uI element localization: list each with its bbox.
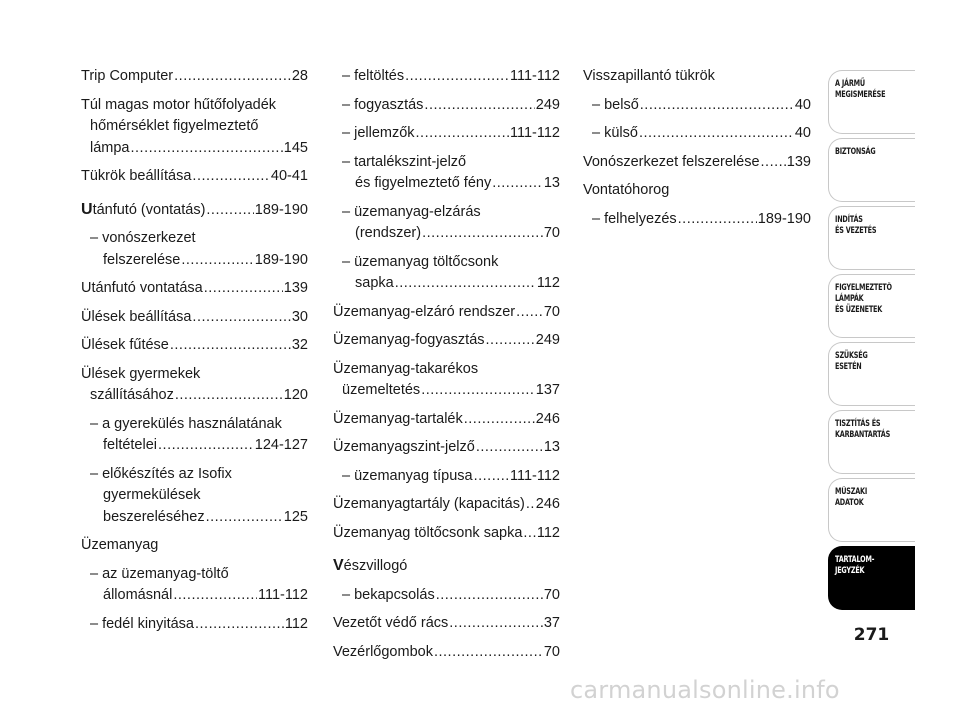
page-reference: 70 xyxy=(543,643,560,660)
index-term: Utánfutó (vontatás) xyxy=(81,200,206,218)
index-line xyxy=(81,485,308,507)
index-entry xyxy=(81,564,308,607)
index-line xyxy=(333,642,560,664)
index-column-1 xyxy=(81,66,308,642)
index-line xyxy=(333,123,560,145)
index-term: Vonószerkezet felszerelése xyxy=(583,153,760,170)
dot-leader xyxy=(416,123,509,145)
dot-leader xyxy=(486,330,535,352)
chapter-tab[interactable] xyxy=(828,274,915,338)
index-term: – fedél kinyitása xyxy=(90,615,194,632)
chapter-tabs xyxy=(828,70,915,614)
page-reference: 249 xyxy=(535,332,560,348)
index-line xyxy=(333,466,560,488)
page-reference: 30 xyxy=(291,308,308,325)
index-line xyxy=(333,555,560,578)
dot-leader xyxy=(639,123,794,145)
dot-leader xyxy=(449,613,543,635)
page-reference: 249 xyxy=(535,96,560,113)
section-initial: V xyxy=(333,557,344,574)
index-term: Vontatóhorog xyxy=(583,182,670,198)
index-line xyxy=(81,199,308,222)
index-term: feltételei xyxy=(103,437,158,453)
page-reference: 139 xyxy=(786,153,811,170)
index-term: felszerelése xyxy=(103,251,181,268)
index-column-2 xyxy=(333,66,560,670)
index-entry xyxy=(583,209,811,231)
index-entry xyxy=(333,523,560,545)
index-line xyxy=(333,302,560,324)
section-initial: U xyxy=(81,200,93,218)
index-term: sapka xyxy=(355,275,394,291)
dot-leader xyxy=(405,66,509,88)
index-entry xyxy=(333,66,560,88)
index-term: Vezetőt védő rács xyxy=(333,615,449,631)
index-entry xyxy=(81,95,308,160)
index-term: Vezérlőgombok xyxy=(333,643,433,660)
page-reference: 40 xyxy=(794,125,811,141)
dot-leader xyxy=(761,152,786,174)
dot-leader xyxy=(175,385,283,407)
index-entry xyxy=(333,585,560,607)
page-reference: 189-190 xyxy=(757,210,811,227)
dot-leader xyxy=(395,273,536,295)
index-line xyxy=(583,209,811,231)
index-term: Ülések gyermekek xyxy=(81,365,201,382)
index-line xyxy=(583,152,811,174)
index-entry xyxy=(81,307,308,329)
index-term: – feltöltés xyxy=(342,68,405,84)
index-term: Utánfutó vontatása xyxy=(81,280,203,296)
index-entry xyxy=(333,359,560,402)
page-reference: 189-190 xyxy=(254,251,308,268)
index-line xyxy=(583,123,811,145)
dot-leader xyxy=(170,335,291,357)
index-term: Üzemanyag-elzáró rendszer xyxy=(333,303,516,320)
index-line xyxy=(333,494,560,516)
index-line xyxy=(81,585,308,607)
chapter-tab[interactable] xyxy=(828,342,915,406)
index-term: Üzemanyag-fogyasztás xyxy=(333,332,485,348)
dot-leader xyxy=(181,250,253,272)
index-line xyxy=(583,180,811,202)
chapter-tab-label: ÉS ÜZENETEK xyxy=(835,305,883,315)
index-line xyxy=(81,250,308,272)
index-entry xyxy=(333,437,560,459)
index-term: – bekapcsolás xyxy=(342,586,435,603)
index-term: – a gyerekülés használatának xyxy=(90,415,282,432)
page-reference: 125 xyxy=(283,508,308,525)
index-entry xyxy=(333,642,560,664)
dot-leader xyxy=(173,585,257,607)
page-number: 271 xyxy=(853,625,890,645)
index-term: – üzemanyag töltőcsonk xyxy=(342,253,499,270)
dot-leader xyxy=(174,66,291,88)
index-line xyxy=(333,202,560,224)
index-line xyxy=(333,152,560,174)
chapter-tab-label: MEGISMERÉSE xyxy=(835,90,886,100)
index-term: (rendszer) xyxy=(355,225,422,241)
index-line xyxy=(81,66,308,88)
index-term: Ülések fűtése xyxy=(81,337,169,353)
index-entry xyxy=(81,614,308,636)
page-reference: 137 xyxy=(535,382,560,398)
index-entry xyxy=(81,414,308,457)
index-entry xyxy=(333,123,560,145)
index-entry xyxy=(333,202,560,245)
page-reference: 111-112 xyxy=(510,125,560,141)
index-term: Trip Computer xyxy=(81,68,174,84)
dot-leader xyxy=(516,302,543,324)
index-entry xyxy=(583,66,811,88)
index-line xyxy=(81,116,308,138)
page-reference: 28 xyxy=(291,68,308,84)
page-reference: 124-127 xyxy=(254,437,308,453)
index-entry xyxy=(81,228,308,271)
chapter-tab-label: INDÍTÁS xyxy=(835,215,863,225)
index-entry xyxy=(333,330,560,352)
index-line xyxy=(81,228,308,250)
index-entry xyxy=(81,364,308,407)
index-entry xyxy=(81,66,308,88)
index-line xyxy=(333,359,560,381)
chapter-tab-label: ÉS VEZETÉS xyxy=(835,226,877,236)
dot-leader xyxy=(192,307,290,329)
page-reference: 111-112 xyxy=(510,68,560,84)
index-term: Túl magas motor hűtőfolyadék xyxy=(81,96,277,113)
chapter-tab[interactable] xyxy=(828,410,915,474)
index-term: Ülések beállítása xyxy=(81,308,192,325)
index-term: gyermekülések xyxy=(103,487,201,503)
index-term: – felhelyezés xyxy=(592,210,677,227)
index-entry xyxy=(81,199,308,222)
index-entry xyxy=(333,409,560,431)
index-line xyxy=(333,252,560,274)
index-line xyxy=(333,173,560,195)
index-entry xyxy=(333,95,560,117)
page-reference: 40-41 xyxy=(270,168,308,184)
index-term: – külső xyxy=(592,125,638,141)
index-line xyxy=(81,138,308,160)
index-term: Üzemanyag töltőcsonk sapka xyxy=(333,524,523,541)
index-line xyxy=(81,95,308,117)
chapter-tab-label: JEGYZÉK xyxy=(835,566,865,576)
dot-leader xyxy=(492,173,543,195)
index-term: üzemeltetés xyxy=(342,382,421,398)
page-reference: 111-112 xyxy=(510,467,560,484)
index-term: Üzemanyagszint-jelző xyxy=(333,439,475,455)
index-term: hőmérséklet figyelmeztető xyxy=(90,118,259,134)
chapter-tab-label: KARBANTARTÁS xyxy=(835,430,891,440)
chapter-tab[interactable] xyxy=(828,70,915,134)
index-line xyxy=(81,166,308,188)
index-line xyxy=(81,414,308,436)
index-entry xyxy=(583,152,811,174)
chapter-tab-label: ADATOK xyxy=(835,498,864,508)
dot-leader xyxy=(192,166,269,188)
index-term: Üzemanyag-takarékos xyxy=(333,360,479,377)
index-entry xyxy=(333,494,560,516)
index-entry xyxy=(81,278,308,300)
dot-leader xyxy=(158,435,254,457)
dot-leader xyxy=(422,223,543,245)
index-line xyxy=(81,614,308,636)
index-line xyxy=(81,335,308,357)
chapter-tab[interactable] xyxy=(828,138,915,202)
page-reference: 246 xyxy=(535,496,560,512)
index-line xyxy=(333,223,560,245)
index-term: – jellemzők xyxy=(342,125,415,141)
page-reference: 13 xyxy=(543,439,560,455)
index-term: – fogyasztás xyxy=(342,96,424,113)
index-entry xyxy=(81,464,308,529)
index-line xyxy=(81,535,308,557)
dot-leader xyxy=(421,380,535,402)
index-term: Visszapillantó tükrök xyxy=(583,68,715,84)
index-line xyxy=(81,507,308,529)
dot-leader xyxy=(640,95,794,117)
page-reference: 120 xyxy=(283,387,308,403)
dot-leader xyxy=(206,507,283,529)
index-term: – az üzemanyag-töltő xyxy=(90,565,229,582)
index-line xyxy=(81,385,308,407)
index-term: – vonószerkezet xyxy=(90,230,196,246)
dot-leader xyxy=(206,200,253,222)
index-line xyxy=(333,380,560,402)
dot-leader xyxy=(523,523,535,545)
index-line xyxy=(81,564,308,586)
index-line xyxy=(333,330,560,352)
chapter-tab[interactable] xyxy=(828,478,915,542)
index-line xyxy=(333,613,560,635)
page-reference: 139 xyxy=(283,280,308,296)
index-entry xyxy=(333,466,560,488)
chapter-tab-label: FIGYELMEZTETŐ xyxy=(835,283,892,293)
index-term: szállításához xyxy=(90,387,174,403)
page-reference: 145 xyxy=(283,139,308,156)
page-reference: 112 xyxy=(536,275,560,291)
index-line xyxy=(333,437,560,459)
chapter-tab-label: LÁMPÁK xyxy=(835,294,864,304)
page-reference: 112 xyxy=(284,615,308,632)
dot-leader xyxy=(195,614,284,636)
dot-leader xyxy=(678,209,757,231)
dot-leader xyxy=(424,95,534,117)
chapter-tab-label: TISZTÍTÁS ÉS xyxy=(835,419,881,429)
index-term: Tükrök beállítása xyxy=(81,168,192,184)
dot-leader xyxy=(474,466,509,488)
dot-leader xyxy=(464,409,535,431)
page-reference: 189-190 xyxy=(254,201,308,218)
index-term: Üzemanyag-tartalék xyxy=(333,410,463,427)
index-term: Üzemanyagtartály (kapacitás) xyxy=(333,496,525,512)
page-reference: 70 xyxy=(543,225,560,241)
index-entry xyxy=(81,166,308,188)
index-line xyxy=(333,95,560,117)
chapter-tab[interactable] xyxy=(828,546,915,610)
index-term: és figyelmeztető fény xyxy=(355,175,492,191)
index-line xyxy=(81,307,308,329)
index-line xyxy=(81,364,308,386)
index-line xyxy=(81,464,308,486)
dot-leader xyxy=(131,138,283,160)
index-entry xyxy=(81,535,308,557)
index-entry xyxy=(333,555,560,578)
chapter-tab-label: MŰSZAKI xyxy=(835,487,868,497)
page-reference: 32 xyxy=(291,337,308,353)
index-entry xyxy=(333,613,560,635)
chapter-tab-label: A JÁRMŰ xyxy=(835,79,865,89)
page-reference: 13 xyxy=(543,175,560,191)
index-line xyxy=(333,409,560,431)
page-reference: 246 xyxy=(535,410,560,427)
index-line xyxy=(583,66,811,88)
index-term: – tartalékszint-jelző xyxy=(342,153,467,170)
dot-leader xyxy=(526,494,535,516)
page-reference: 112 xyxy=(536,524,560,541)
index-entry xyxy=(333,252,560,295)
index-line xyxy=(81,435,308,457)
page-reference: 40 xyxy=(794,96,811,113)
index-entry xyxy=(333,152,560,195)
dot-leader xyxy=(436,585,543,607)
index-term: – belső xyxy=(592,96,639,113)
watermark-text: carmanualsonline.info xyxy=(570,676,840,704)
index-entry xyxy=(81,335,308,357)
index-line xyxy=(333,523,560,545)
chapter-tab-label: ESETÉN xyxy=(835,362,862,372)
index-term: Vészvillogó xyxy=(333,557,408,574)
chapter-tab-label: TARTALOM- xyxy=(835,555,875,565)
page-reference: 70 xyxy=(543,586,560,603)
index-term: beszereléséhez xyxy=(103,508,205,525)
index-term: lámpa xyxy=(90,139,130,156)
index-term: – üzemanyag-elzárás xyxy=(342,203,481,220)
page-reference: 37 xyxy=(543,615,560,631)
index-entry xyxy=(333,302,560,324)
chapter-tab-label: BIZTONSÁG xyxy=(835,147,876,157)
index-term: – üzemanyag típusa xyxy=(342,467,473,484)
chapter-tab[interactable] xyxy=(828,206,915,270)
index-entry xyxy=(583,123,811,145)
page-reference: 111-112 xyxy=(258,587,308,603)
index-line xyxy=(333,273,560,295)
index-column-3 xyxy=(583,66,811,237)
index-line xyxy=(583,95,811,117)
index-entry xyxy=(583,95,811,117)
index-line xyxy=(333,585,560,607)
dot-leader xyxy=(476,437,543,459)
index-term: állomásnál xyxy=(103,587,173,603)
dot-leader xyxy=(204,278,283,300)
index-line xyxy=(333,66,560,88)
page-reference: 70 xyxy=(543,303,560,320)
dot-leader xyxy=(434,642,543,664)
chapter-tab-label: SZÜKSÉG xyxy=(835,351,868,361)
index-term: Üzemanyag xyxy=(81,537,159,553)
index-entry xyxy=(583,180,811,202)
index-term: – előkészítés az Isofix xyxy=(90,465,232,482)
index-line xyxy=(81,278,308,300)
